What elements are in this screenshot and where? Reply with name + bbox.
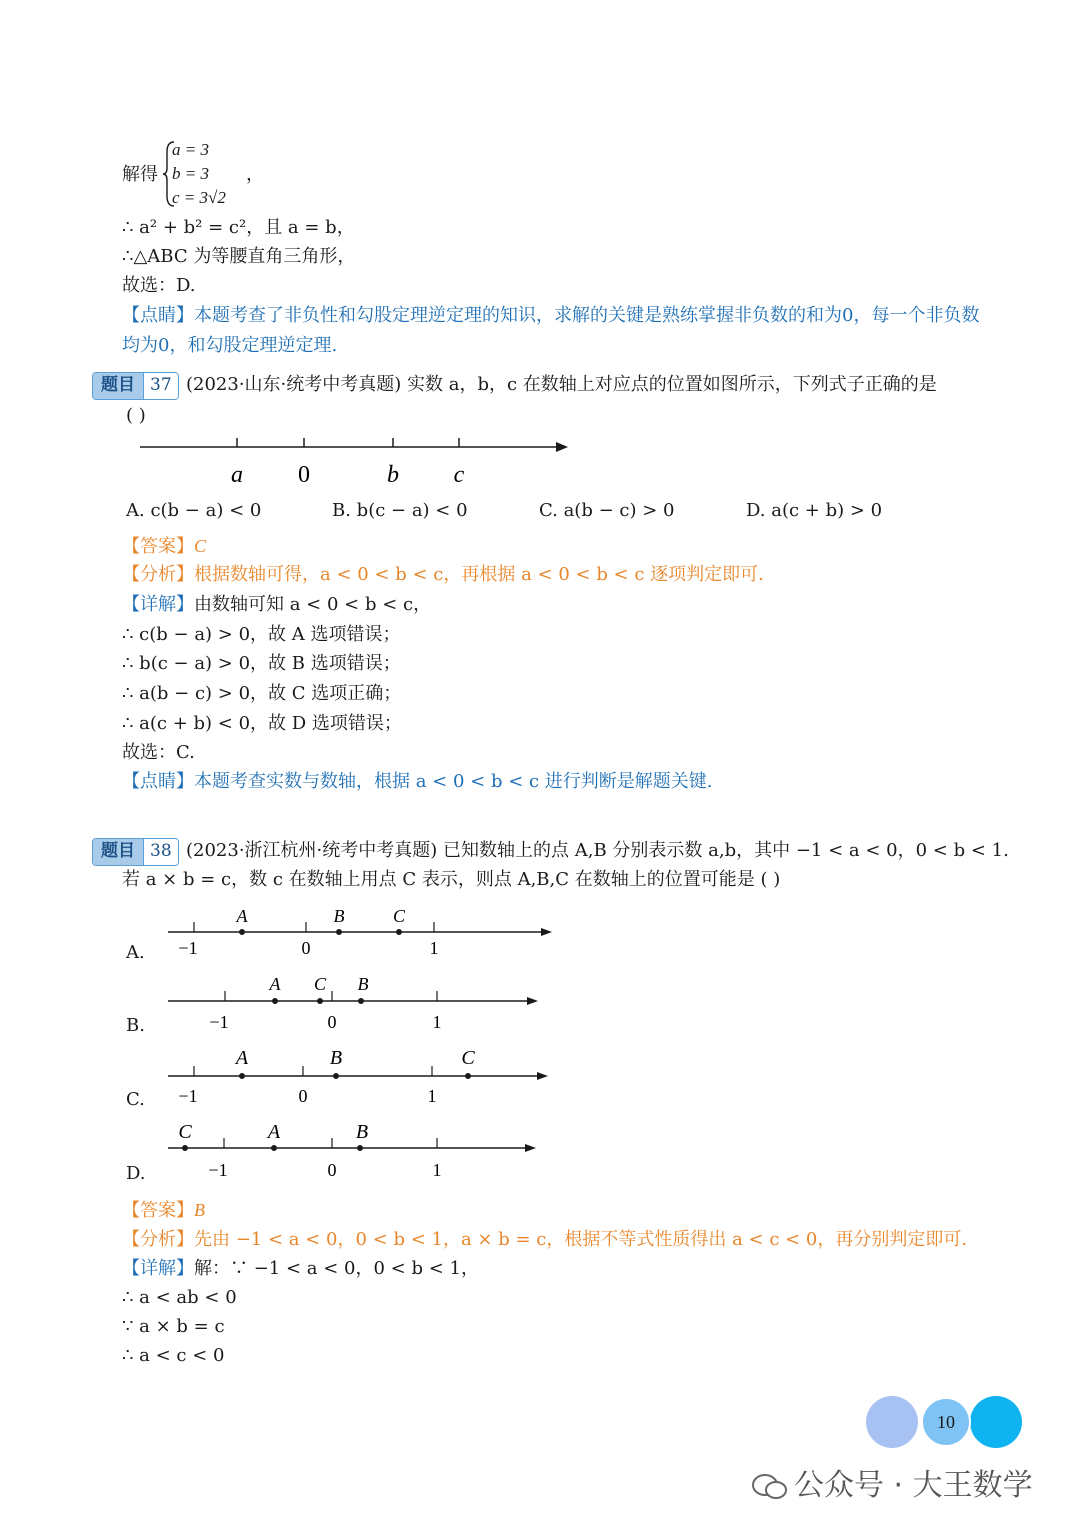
q38-answer-value: B: [194, 1200, 205, 1220]
q38-tag-label: 题目: [93, 839, 143, 865]
q37-label-b: b: [387, 462, 399, 488]
q38-detail-text: 解：∵ −1 < a < 0，0 < b < 1，: [194, 1258, 479, 1279]
watermark: [752, 1460, 1033, 1504]
q37-paren: ( ): [126, 405, 146, 426]
c-tick-0: 0: [298, 1086, 308, 1106]
eq-c: c = 3√2: [172, 188, 226, 207]
a-tick-1: 1: [429, 938, 439, 958]
q38-tag-number: 38: [143, 839, 178, 865]
page-number: 10: [937, 1412, 955, 1432]
q38-stem-1: (2023·浙江杭州·统考中考真题) 已知数轴上的点 A,B 分别表示数 a,b，其中 −1 < a < 0，0 < b < 1.: [186, 840, 1009, 861]
q37-line-5: 故选：C.: [122, 742, 195, 763]
q37-line-1: ∴ c(b − a) > 0，故 A 选项错误；: [122, 624, 401, 645]
jiede-label: 解得: [122, 164, 158, 185]
q38-option-a-letter: A.: [126, 942, 145, 963]
q37-label-a: a: [231, 462, 243, 488]
d-label-A: A: [267, 1121, 281, 1143]
d-tick-neg1: −1: [208, 1160, 228, 1180]
system-comma: ，: [246, 164, 264, 185]
q38-option-c-letter: C.: [126, 1089, 145, 1110]
line-2: ∴△ABC 为等腰直角三角形，: [122, 246, 356, 267]
q37-detail-text: 由数轴可知 a < 0 < b < c，: [194, 594, 432, 615]
c-label-C: C: [461, 1047, 475, 1069]
dianjing-label: 【点睛】: [122, 305, 194, 326]
d-label-C: C: [178, 1121, 192, 1143]
q37-analysis: [122, 564, 764, 586]
b-tick-1: 1: [432, 1012, 442, 1032]
line-3: 故选：D.: [122, 275, 196, 296]
q37-line-2: ∴ b(c − a) > 0，故 B 选项错误；: [122, 653, 401, 674]
q37-option-a: A. c(b − a) < 0: [126, 500, 262, 521]
q37-detail-label: 【详解】: [122, 594, 194, 615]
q38-option-b-letter: B.: [126, 1015, 145, 1036]
q37-detail: [122, 594, 431, 616]
q37-option-d: D. a(c + b) > 0: [746, 500, 883, 521]
q38-line-2: ∵ a × b = c: [122, 1316, 225, 1337]
q38-answer-label: 【答案】: [122, 1200, 194, 1221]
b-label-B: B: [357, 974, 369, 994]
q38-option-c-line: [160, 1042, 560, 1112]
q37-line-3: ∴ a(b − c) > 0，故 C 选项正确；: [122, 683, 402, 704]
d-tick-1: 1: [432, 1160, 442, 1180]
q37-line-4: ∴ a(c + b) < 0，故 D 选项错误；: [122, 713, 402, 734]
eq-a: a = 3: [172, 140, 209, 159]
q37-dianjing-label: 【点睛】: [122, 771, 194, 792]
q38-analysis: [122, 1229, 967, 1251]
q37-dianjing-text: 本题考查实数与数轴，根据 a < 0 < b < c 进行判断是解题关键.: [194, 771, 713, 792]
q38-detail: [122, 1258, 479, 1280]
q37-tag-number: 37: [143, 373, 178, 399]
line-1: ∴ a² + b² = c²，且 a = b，: [122, 217, 355, 238]
a-label-C: C: [392, 906, 406, 926]
a-tick-0: 0: [301, 938, 311, 958]
q37-analysis-text: 根据数轴可得，a < 0 < b < c，再根据 a < 0 < b < c 逐项判定即可.: [194, 564, 764, 585]
q37-tag: [92, 372, 179, 400]
watermark-text: 公众号 · 大王数学: [794, 1468, 1033, 1503]
q37-analysis-label: 【分析】: [122, 564, 194, 585]
q38-option-a-line: [160, 900, 560, 960]
q38-analysis-label: 【分析】: [122, 1229, 194, 1250]
q38-option-d-letter: D.: [126, 1163, 146, 1184]
b-label-C: C: [313, 974, 327, 994]
a-tick-neg1: −1: [178, 938, 198, 958]
q37-answer-label: 【答案】: [122, 536, 194, 557]
q38-option-b-line: [160, 968, 560, 1038]
q37-stem: (2023·山东·统考中考真题) 实数 a，b，c 在数轴上对应点的位置如图所示，下列式子正确的是: [186, 374, 937, 395]
q37-option-b: B. b(c − a) < 0: [332, 500, 468, 521]
page-number-badge: [862, 1394, 1026, 1450]
q37-tag-label: 题目: [93, 373, 143, 399]
q37-label-0: 0: [298, 462, 310, 488]
d-label-B: B: [355, 1121, 369, 1143]
q38-answer: [122, 1199, 205, 1222]
q37-option-c: C. a(b − c) > 0: [539, 500, 675, 521]
wechat-icon: [752, 1473, 788, 1501]
b-tick-0: 0: [327, 1012, 337, 1032]
q38-option-d-line: [160, 1116, 560, 1186]
c-label-B: B: [329, 1047, 343, 1069]
d-tick-0: 0: [327, 1160, 337, 1180]
q37-number-line: [130, 430, 580, 490]
dianjing-1: [122, 301, 982, 361]
q37-label-c: c: [453, 462, 465, 488]
b-tick-neg1: −1: [209, 1012, 229, 1032]
dianjing-text: 本题考查了非负性和勾股定理逆定理的知识，求解的关键是熟练掌握非负数的和为0，每一个非负数均为0，和勾股定理逆定理.: [122, 305, 980, 356]
q37-dianjing: [122, 771, 713, 793]
q37-answer: [122, 535, 206, 558]
q38-line-1: ∴ a < ab < 0: [122, 1287, 237, 1308]
c-tick-neg1: −1: [178, 1086, 198, 1106]
eq-b: b = 3: [172, 164, 209, 183]
a-label-A: A: [236, 906, 248, 926]
q37-answer-value: C: [194, 536, 207, 556]
a-label-B: B: [333, 906, 345, 926]
q38-analysis-text: 先由 −1 < a < 0，0 < b < 1，a × b = c，根据不等式性质得出 a < c < 0，再分别判定即可.: [194, 1229, 968, 1250]
b-label-A: A: [269, 974, 281, 994]
c-tick-1: 1: [427, 1086, 437, 1106]
q38-tag: [92, 838, 179, 866]
q38-stem-2: 若 a × b = c，数 c 在数轴上用点 C 表示，则点 A,B,C 在数轴上的位置可能是 ( ): [122, 869, 781, 890]
c-label-A: A: [235, 1047, 249, 1069]
q38-line-3: ∴ a < c < 0: [122, 1345, 225, 1366]
q38-detail-label: 【详解】: [122, 1258, 194, 1279]
